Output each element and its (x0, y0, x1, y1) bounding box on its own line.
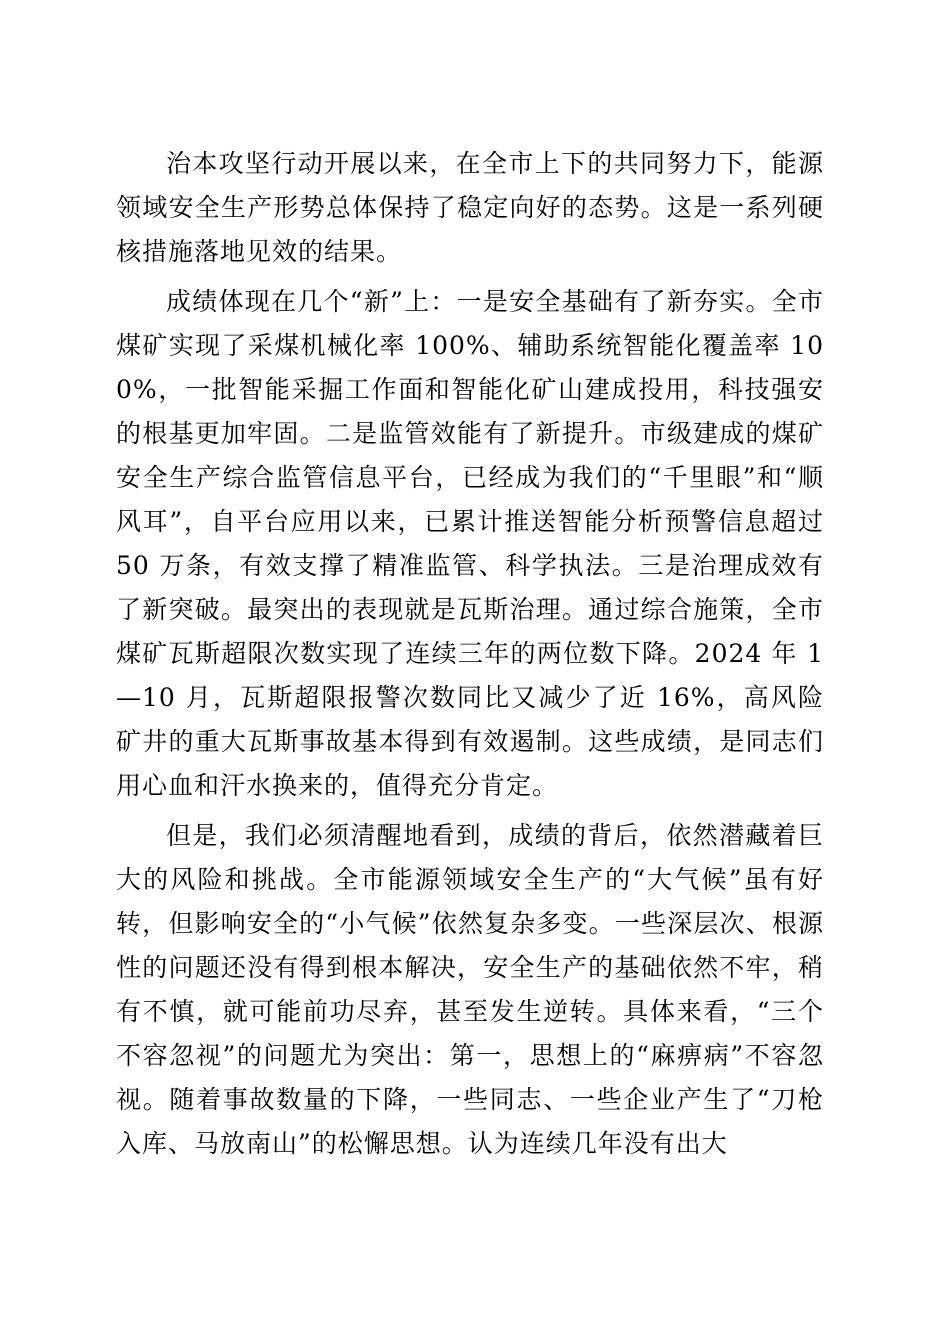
paragraph-2: 成绩体现在几个“新”上：一是安全基础有了新夯实。全市煤矿实现了采煤机械化率 100%、辅助系统智能化覆盖率 100%，一批智能采掘工作面和智能化矿山建成投用，科技强安的根基更加牢固。二是监管效能有了新提升。市级建成的煤矿安全生产综合监管信息平台，已经成为我们的“千里眼”和“顺风耳”，自平台应用以来，已累计推送智能分析预警信息超过 50 万条，有效支撑了精准监管、科学执法。三是治理成效有了新突破。最突出的表现就是瓦斯治理。通过综合施策，全市煤矿瓦斯超限次数实现了连续三年的两位数下降。2024 年 1—10 月，瓦斯超限报警次数同比又减少了近 16%，高风险矿井的重大瓦斯事故基本得到有效遏制。这些成绩，是同志们用心血和汗水换来的，值得充分肯定。 (116, 287, 824, 800)
document-body (116, 142, 824, 1172)
paragraph-1: 治本攻坚行动开展以来，在全市上下的共同努力下，能源领域安全生产形势总体保持了稳定向好的态势。这是一系列硬核措施落地见效的结果。 (116, 149, 824, 266)
paragraph-3: 但是，我们必须清醒地看到，成绩的背后，依然潜藏着巨大的风险和挑战。全市能源领域安全生产的“大气候”虽有好转，但影响安全的“小气候”依然复杂多变。一些深层次、根源性的问题还没有得到根本解决，安全生产的基础依然不牢，稍有不慎，就可能前功尽弃，甚至发生逆转。具体来看，“三个不容忽视”的问题尤为突出：第一，思想上的“麻痹病”不容忽视。随着事故数量的下降，一些同志、一些企业产生了“刀枪入库、马放南山”的松懈思想。认为连续几年没有出大 (116, 821, 824, 1158)
